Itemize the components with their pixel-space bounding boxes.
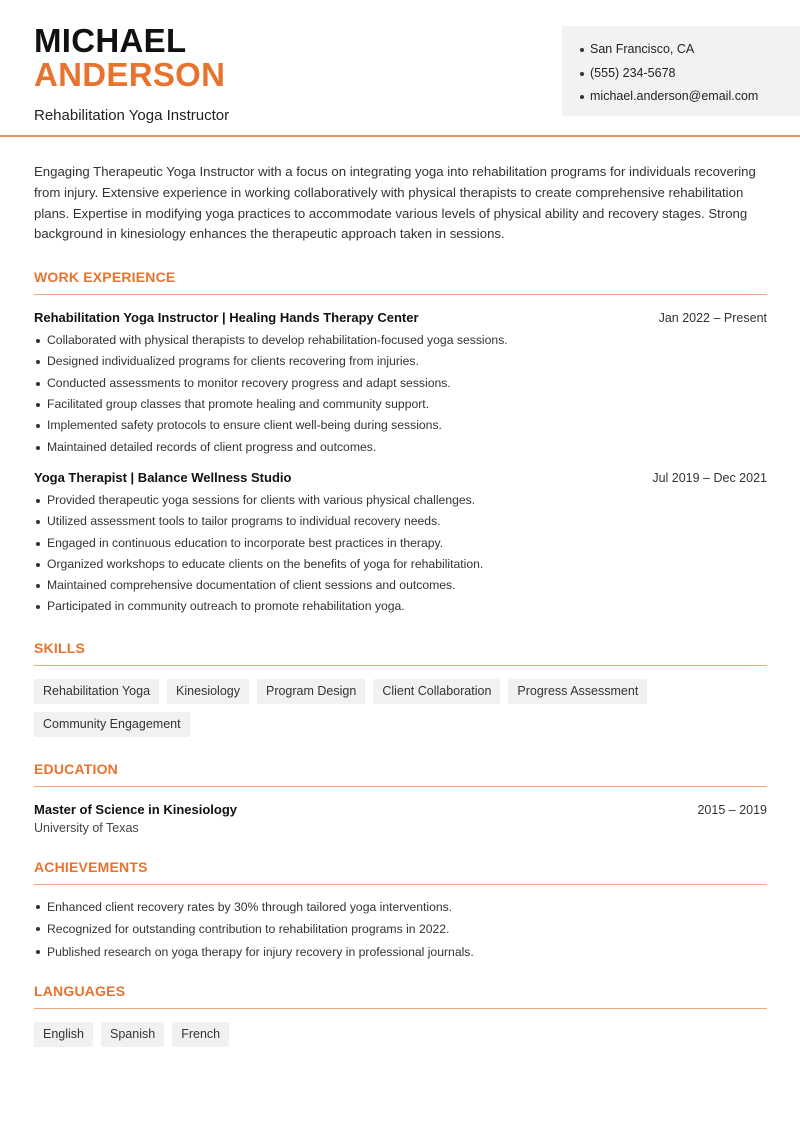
list-item: Designed individualized programs for clients recovering from injuries.	[34, 351, 767, 372]
job-entry	[34, 310, 767, 458]
job-bullets	[34, 330, 767, 458]
job-dates: Jul 2019 – Dec 2021	[652, 470, 767, 485]
list-item: Participated in community outreach to promote rehabilitation yoga.	[34, 596, 767, 617]
list-item: Facilitated group classes that promote healing and community support.	[34, 394, 767, 415]
achievements-section	[34, 859, 767, 964]
education-header	[34, 802, 767, 817]
list-item: Maintained comprehensive documentation of client sessions and outcomes.	[34, 575, 767, 596]
list-item: Recognized for outstanding contribution to rehabilitation programs in 2022.	[34, 918, 767, 941]
skills-chips	[34, 679, 767, 737]
skill-chip: Rehabilitation Yoga	[34, 679, 159, 704]
skill-chip: Kinesiology	[167, 679, 249, 704]
resume-header	[0, 0, 800, 137]
list-item: Enhanced client recovery rates by 30% through tailored yoga interventions.	[34, 896, 767, 919]
job-title: Rehabilitation Yoga Instructor	[34, 107, 230, 124]
achievements-list	[34, 896, 767, 964]
last-name: ANDERSON	[34, 56, 226, 93]
education-dates: 2015 – 2019	[697, 802, 767, 817]
language-chip: Spanish	[101, 1022, 164, 1047]
work-section	[34, 269, 767, 618]
resume-content	[34, 162, 767, 1047]
list-item: Organized workshops to educate clients on the benefits of yoga for rehabilitation.	[34, 554, 767, 575]
list-item: Conducted assessments to monitor recovery progress and adapt sessions.	[34, 373, 767, 394]
contact-box	[562, 26, 800, 116]
skills-section-title: SKILLS	[34, 640, 767, 666]
list-item: Collaborated with physical therapists to develop rehabilitation-focused yoga sessions.	[34, 330, 767, 351]
languages-section	[34, 983, 767, 1047]
language-chips	[34, 1022, 767, 1047]
contact-email: michael.anderson@email.com	[580, 85, 800, 109]
job-role: Yoga Therapist | Balance Wellness Studio	[34, 469, 292, 485]
job-role: Rehabilitation Yoga Instructor | Healing Hands Therapy Center	[34, 310, 419, 326]
education-section	[34, 761, 767, 835]
name-block	[34, 24, 229, 124]
job-header	[34, 310, 767, 325]
education-entry	[34, 802, 767, 835]
contact-location: San Francisco, CA	[580, 38, 800, 62]
list-item: Maintained detailed records of client progress and outcomes.	[34, 437, 767, 458]
language-chip: English	[34, 1022, 93, 1047]
work-section-title: WORK EXPERIENCE	[34, 269, 767, 295]
first-name: MICHAEL	[34, 22, 187, 59]
list-item: Implemented safety protocols to ensure client well-being during sessions.	[34, 415, 767, 436]
job-header	[34, 470, 767, 485]
list-item: Provided therapeutic yoga sessions for clients with various physical challenges.	[34, 490, 767, 511]
job-dates: Jan 2022 – Present	[658, 311, 767, 326]
job-bullets	[34, 490, 767, 618]
skill-chip: Progress Assessment	[508, 679, 647, 704]
education-degree: Master of Science in Kinesiology	[34, 801, 237, 817]
language-chip: French	[172, 1022, 229, 1047]
contact-phone: (555) 234-5678	[580, 62, 800, 86]
skill-chip: Client Collaboration	[373, 679, 500, 704]
list-item: Utilized assessment tools to tailor programs to individual recovery needs.	[34, 511, 767, 532]
skills-section	[34, 640, 767, 737]
skill-chip: Program Design	[257, 679, 365, 704]
list-item: Published research on yoga therapy for injury recovery in professional journals.	[34, 941, 767, 964]
list-item: Engaged in continuous education to incorporate best practices in therapy.	[34, 533, 767, 554]
summary: Engaging Therapeutic Yoga Instructor with a focus on integrating yoga into rehabilitation programs for individuals recovering from injury. Extensive experience in working collaboratively with physical therapists to create comprehensive rehabilitation plans. Expertise in modifying yoga practices to accommodate various levels of physical ability and recovery stages. Strong background in kinesiology enhances the therapeutic approach taken in sessions.	[34, 164, 756, 242]
job-entry	[34, 470, 767, 618]
education-section-title: EDUCATION	[34, 761, 767, 787]
languages-section-title: LANGUAGES	[34, 983, 767, 1009]
achievements-section-title: ACHIEVEMENTS	[34, 859, 767, 885]
skill-chip: Community Engagement	[34, 712, 190, 737]
education-school: University of Texas	[34, 820, 139, 835]
